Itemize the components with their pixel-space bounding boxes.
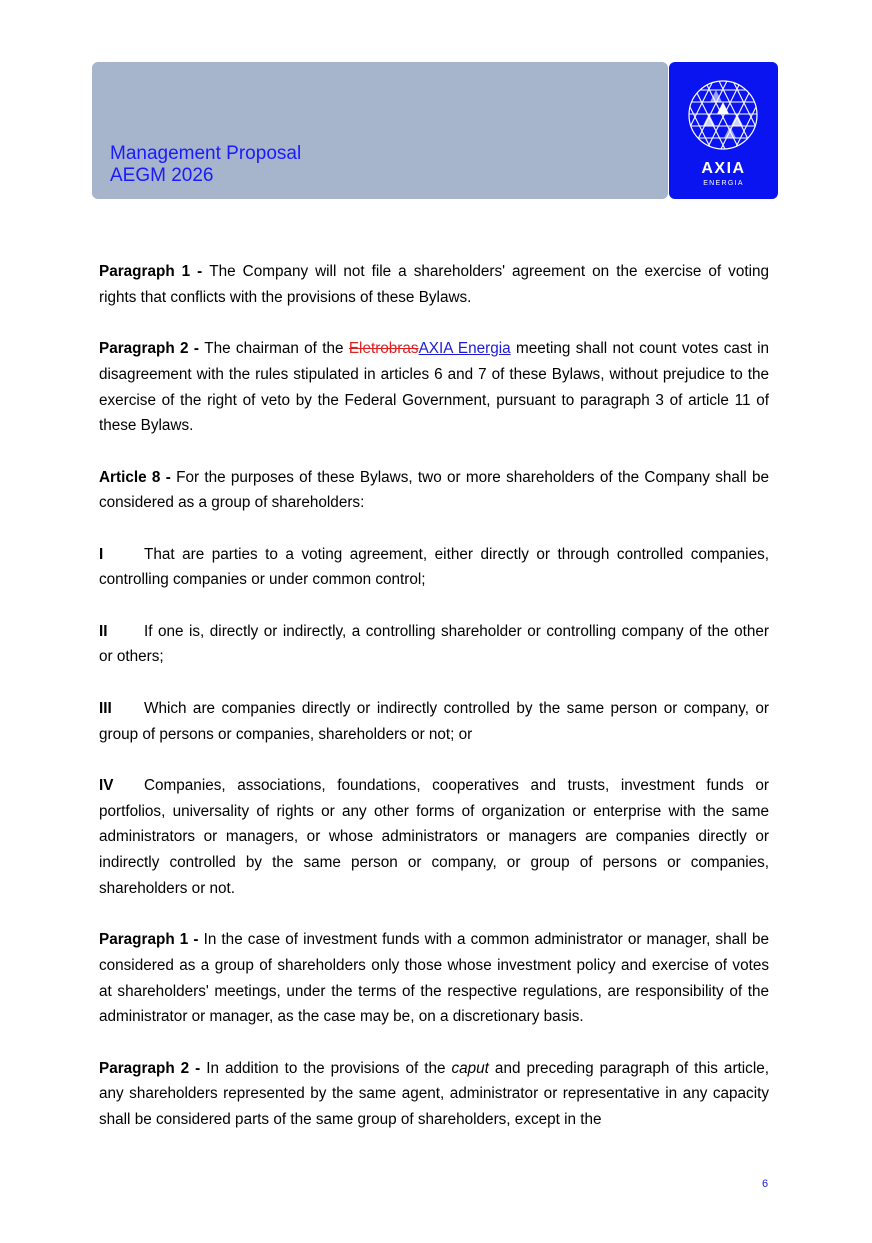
- paragraph-text: The Company will not file a shareholders' agreement on the exercise of voting rights that conflicts with the provisions of these Bylaws.: [99, 263, 770, 306]
- paragraph-label: Paragraph 1 -: [99, 263, 210, 280]
- logo-wordmark: AXIA: [701, 160, 746, 177]
- title-line-1: Management Proposal: [110, 143, 302, 164]
- item-text: If one is, directly or indirectly, a controlling shareholder or controlling company of the other or others;: [99, 622, 769, 666]
- page-number: 6: [762, 1178, 769, 1190]
- paragraph-1: [99, 259, 769, 310]
- list-item-ii: [99, 619, 769, 670]
- paragraph-text: and preceding paragraph of this article, any shareholders represented by the same agent, administrator or representative in any capacity shall be considered parts of the same group of shareholders, except in the: [99, 1059, 769, 1129]
- globe-icon: [688, 80, 758, 150]
- item-text: That are parties to a voting agreement, either directly or through controlled companies, controlling companies or under common control;: [99, 545, 769, 589]
- paragraph-text: In the case of investment funds with a common administrator or manager, shall be considered as a group of shareholders only those whose investment policy and exercise of votes at shareholders' meetings, under the terms of the respective regulations, are responsibility of the administrator or manager, as the case may be, on a discretionary basis.: [99, 931, 769, 1026]
- item-number: I: [99, 545, 104, 563]
- article-8: [99, 465, 769, 516]
- paragraph-3: [99, 927, 769, 1030]
- item-text: Companies, associations, foundations, cooperatives and trusts, investment funds or portfolios, universality of rights or any other forms of organization or enterprise with the same administrators or managers, or whose administrators or managers are companies directly or indirectly controlled by the same person or company, or group of persons or companies, shareholders or not.: [99, 776, 769, 897]
- italic-term: caput: [451, 1059, 489, 1077]
- inserted-text: AXIA Energia: [418, 340, 511, 358]
- deleted-text: Eletrobras: [348, 340, 419, 358]
- article-text: For the purposes of these Bylaws, two or more shareholders of the Company shall be considered as a group of shareholders:: [99, 468, 769, 512]
- list-item-iv: [99, 773, 769, 902]
- logo-subtitle: ENERGIA: [703, 180, 744, 187]
- item-text: Which are companies directly or indirectly controlled by the same person or company, or group of persons or companies, shareholders or not; or: [99, 699, 769, 743]
- list-item-iii: [99, 696, 769, 747]
- document-body: [99, 259, 769, 1158]
- company-logo: [669, 62, 778, 199]
- paragraph-2: [99, 336, 769, 439]
- list-item-i: [99, 542, 769, 593]
- paragraph-text: meeting shall not count votes cast in disagreement with the rules stipulated in articles 6 and 7 of these Bylaws, without prejudice to the exercise of the right of veto by the Federal Government, pursuant to paragraph 3 of article 11 of these Bylaws.: [99, 340, 770, 435]
- paragraph-text: The chairman of the: [204, 340, 349, 358]
- item-number: II: [99, 622, 108, 640]
- item-number: IV: [99, 776, 114, 794]
- paragraph-label: Paragraph 1 -: [99, 931, 204, 949]
- document-title: [110, 143, 301, 187]
- article-label: Article 8 -: [99, 468, 177, 486]
- paragraph-label: Paragraph 2 -: [99, 1059, 207, 1077]
- paragraph-text: In addition to the provisions of the: [206, 1059, 452, 1077]
- paragraph-4: [99, 1056, 769, 1133]
- item-number: III: [99, 699, 112, 717]
- title-line-2: AEGM 2026: [110, 165, 214, 186]
- paragraph-label: Paragraph 2 -: [99, 340, 205, 358]
